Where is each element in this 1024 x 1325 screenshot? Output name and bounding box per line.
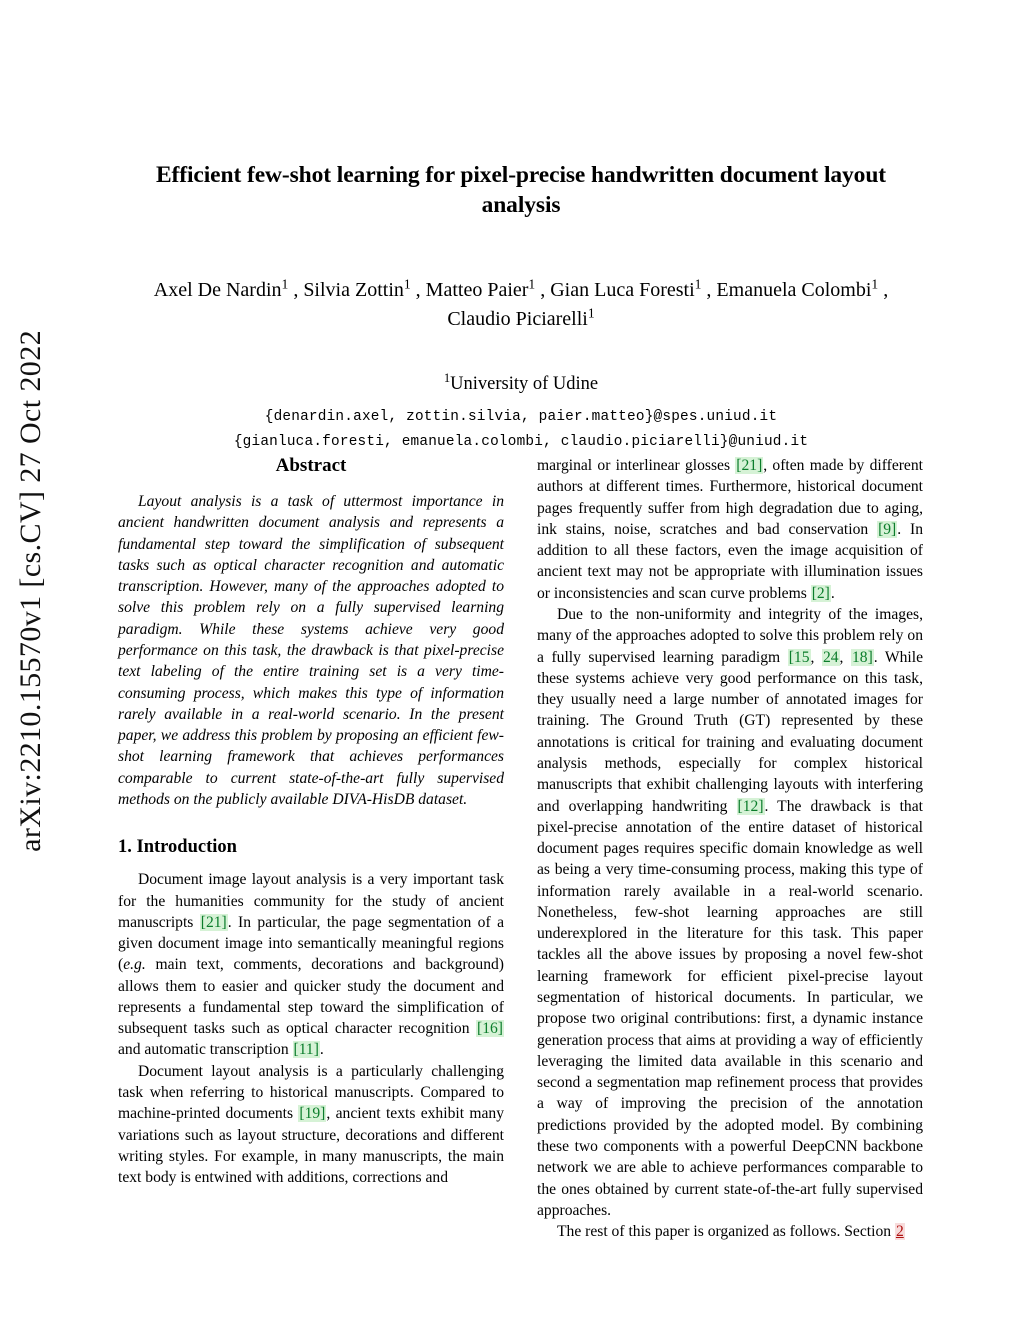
citation-link[interactable]: [9] [878, 520, 897, 538]
citation-link[interactable]: [2] [811, 584, 830, 602]
affiliation-marker: 1 [443, 371, 451, 385]
paper-header [118, 160, 924, 454]
author-line-2: Claudio Piciarelli$^1$ [447, 305, 595, 331]
right-column [537, 455, 923, 1242]
citation-link[interactable]: 24 [822, 648, 839, 666]
intro-paragraph-3: Due to the non-uniformity and integrity of the images, many of the approaches adopted to solve this problem rely on a fully supervised learning paradigm [15, 24, 18]. While these systems achieve very good performance on this task, they usually need a large number of annotated images for training. The Ground Truth (GT) represented by these annotations is critical for training and evaluating document analysis methods, especially for complex historical manuscripts that exhibit challenging layouts with interfering and overlapping handwriting [12]. The drawback is that pixel-precise annotation of the entire dataset of historical document pages requires specific domain knowledge as well as being a very time-consuming process, making this type of information rarely available in a real-world scenario. Nonetheless, few-shot learning approaches are still underexplored in the literature for this task. This paper tackles all the above issues by proposing a novel few-shot learning framework for efficient pixel-precise layout segmentation of historical documents. In particular, we propose two original contributions: first, a dynamic instance generation process that aims at providing a way of efficiently leveraging the limited data available in this scenario and second a segmentation map refinement process that provides a way of improving the precision of the annotation predictions provided by the adopted model. By combining these two components with a powerful DeepCNN backbone network we are able to achieve performances comparable to the ones obtained by current state-of-the-art fully supervised approaches. [537, 605, 924, 1219]
citation-link[interactable]: [21] [200, 913, 227, 931]
citation-link[interactable]: [11] [293, 1041, 319, 1059]
citation-link[interactable]: [12] [737, 797, 764, 815]
citation-link[interactable]: [19] [299, 1105, 326, 1123]
email-line-1: {denardin.axel, zottin.silvia, paier.matteo}@spes.uniud.it [264, 409, 778, 426]
intro-paragraph-2: Document layout analysis is a particularly challenging task when referring to historical manuscripts. Compared to machine-printed documents [19], ancient texts exhibit many variations such as layout structure, decorations and different writing styles. For example, in many manuscripts, the main text body is entwined with additions, corrections and [118, 1062, 504, 1187]
citation-link[interactable]: [21] [736, 457, 763, 474]
intro-paragraph-1: Document image layout analysis is a very important task for the humanities community for the study of ancient manuscripts [21]. In particular, the page segmentation of a given document image into semantically meaningful regions (e.g. main text, comments, decorations and background) allows them to easier and quicker study the document and represents a fundamental step toward the simplification of subsequent tasks such as optical character recognition [16] and automatic transcription [11]. [118, 871, 504, 1059]
section-reference-link[interactable]: 2 [895, 1223, 904, 1241]
author-list [118, 276, 924, 334]
author-line-1: Axel De Nardin$^1$ , Silvia Zottin$^1$ , Matteo Paier$^1$ , Gian Luca Foresti$^1$ , Emanuela Colombi$^1$ , [153, 276, 889, 302]
intro-paragraph-4: The rest of this paper is organized as follows. Section 2 [557, 1223, 904, 1241]
section-heading-introduction: 1. Introduction [118, 837, 237, 858]
affiliation [118, 371, 924, 395]
intro-paragraph-2-continued: marginal or interlinear glosses [21], often made by different authors at different times. Furthermore, historical document pages frequently suffer from high degradation due to aging, ink stains, noise, scratches and bad conservation [9]. In addition to all these factors, even the image acquisition of ancient text may not be appropriate with illumination issues or inconsistencies and scan curve problems [2]. [537, 457, 924, 602]
abstract-heading: Abstract [275, 455, 347, 476]
page-title: Efficient few-shot learning for pixel-precise handwritten document layout analysis [155, 162, 887, 219]
citation-link[interactable]: [16] [477, 1020, 503, 1038]
arxiv-identifier-stamp: arXiv:2210.15570v1 [cs.CV] 27 Oct 2022 [14, 330, 47, 852]
citation-link[interactable]: 18] [851, 648, 873, 666]
abstract-text: Layout analysis is a task of uttermost importance in ancient handwritten document analysis and represents a fundamental step toward the simplification of subsequent tasks such as optical character recognition and automatic transcription. However, many of the approaches adopted to solve this problem rely on a fully supervised learning paradigm. While these systems achieve very good performance on this task, the drawback is that pixel-precise text labeling of the entire training set is a very time-consuming process, which makes this type of information rarely available in a real-world scenario. In the present paper, we address this problem by proposing an efficient few-shot learning framework that achieves performances comparable to current state-of-the-art fully supervised methods on the publicly available DIVA-HisDB dataset. [118, 493, 504, 808]
email-line-2: {gianluca.foresti, emanuela.colombi, claudio.piciarelli}@uniud.it [233, 433, 809, 450]
left-column [118, 455, 504, 1242]
affil-marker: 1 [281, 276, 289, 292]
citation-link[interactable]: [15 [788, 648, 810, 666]
two-column-body [118, 455, 924, 1242]
affiliation-name: University of Udine [450, 374, 599, 395]
